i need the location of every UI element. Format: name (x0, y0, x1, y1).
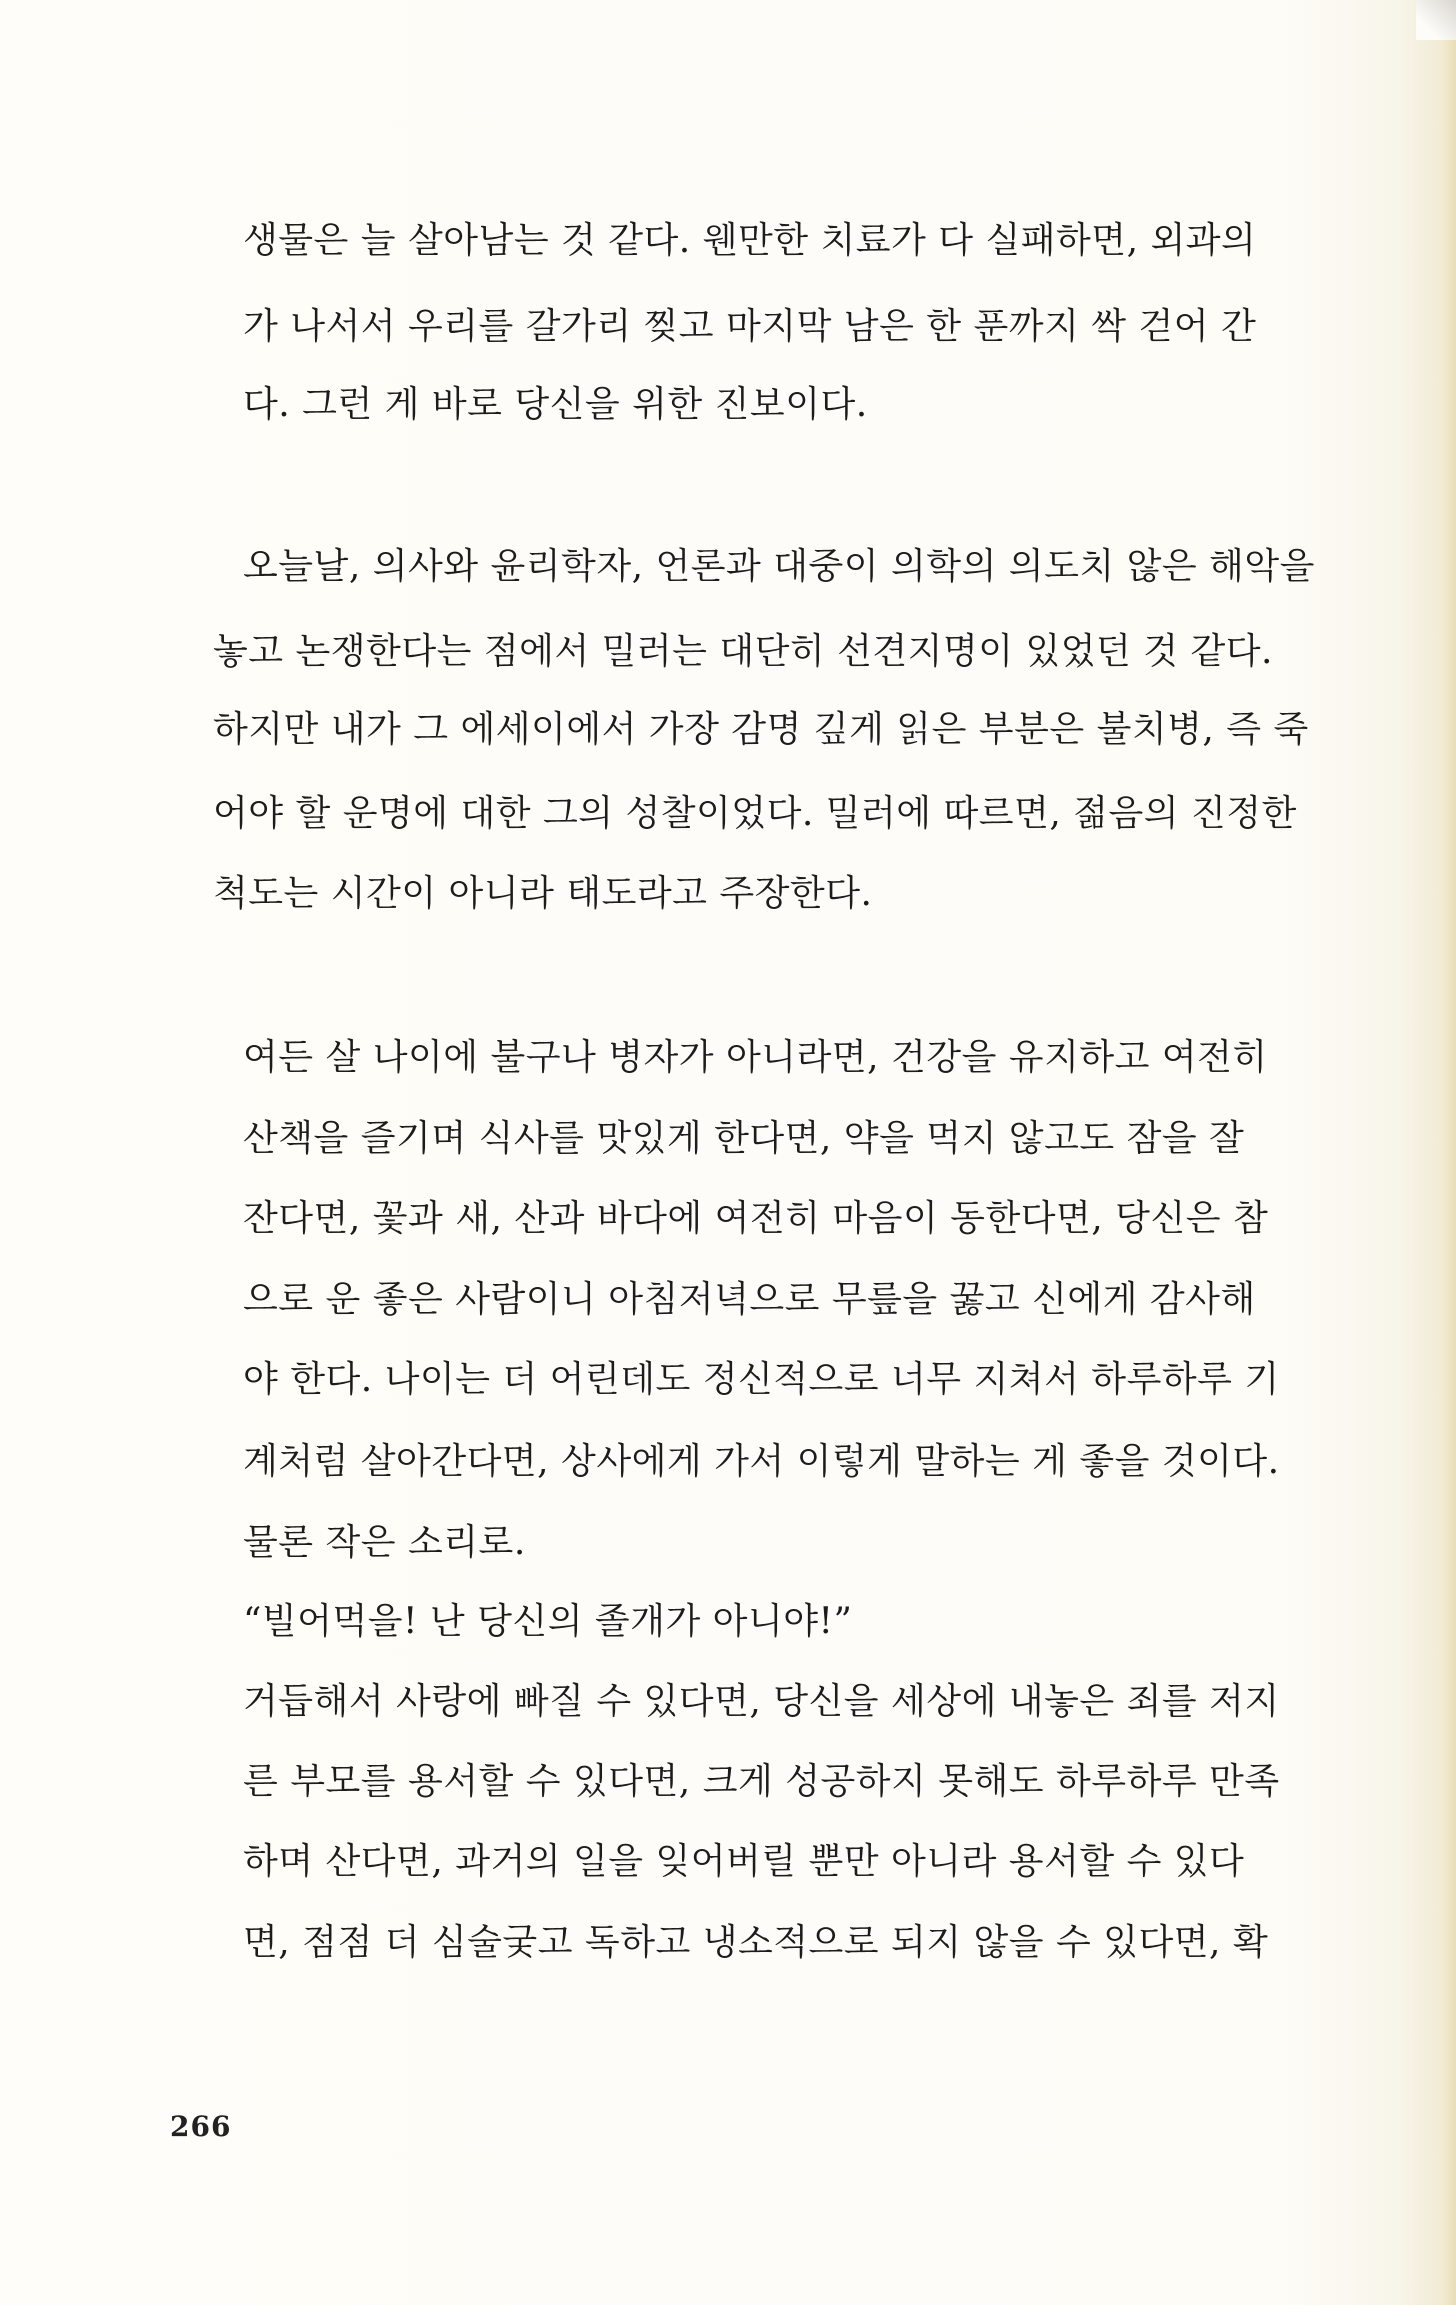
text-line: 가 나서서 우리를 갈가리 찢고 마지막 남은 한 푼까지 싹 걷어 간 (243, 306, 1257, 347)
text-line: 어야 할 운명에 대한 그의 성찰이었다. 밀러에 따르면, 젊음의 진정한 (213, 793, 1297, 834)
text-line: 계처럼 살아간다면, 상사에게 가서 이렇게 말하는 게 좋을 것이다. (243, 1441, 1280, 1482)
text-line: 하며 산다면, 과거의 일을 잊어버릴 뿐만 아니라 용서할 수 있다 (243, 1841, 1245, 1882)
page-number: 266 (170, 2110, 232, 2143)
text-line: 놓고 논쟁한다는 점에서 밀러는 대단히 선견지명이 있었던 것 같다. (213, 631, 1273, 672)
text-line: 산책을 즐기며 식사를 맛있게 한다면, 약을 먹지 않고도 잠을 잘 (243, 1118, 1245, 1159)
text-line: 척도는 시간이 아니라 태도라고 주장한다. (213, 873, 873, 914)
text-line: 하지만 내가 그 에세이에서 가장 감명 깊게 읽은 부분은 불치병, 즉 죽 (213, 709, 1309, 750)
text-line: 생물은 늘 살아남는 것 같다. 웬만한 치료가 다 실패하면, 외과의 (243, 220, 1257, 261)
text-line: 잔다면, 꽃과 새, 산과 바다에 여전히 마음이 동한다면, 당신은 참 (243, 1198, 1269, 1239)
text-line: 물론 작은 소리로. (243, 1522, 526, 1563)
text-line: 으로 운 좋은 사람이니 아침저녁으로 무릎을 꿇고 신에게 감사해 (243, 1279, 1256, 1320)
text-line: 른 부모를 용서할 수 있다면, 크게 성공하지 못해도 하루하루 만족 (243, 1761, 1280, 1802)
text-line: 거듭해서 사랑에 빠질 수 있다면, 당신을 세상에 내놓은 죄를 저지 (243, 1681, 1280, 1722)
text-line: 여든 살 나이에 불구나 병자가 아니라면, 건강을 유지하고 여전히 (243, 1037, 1268, 1078)
text-line: 야 한다. 나이는 더 어린데도 정신적으로 너무 지쳐서 하루하루 기 (243, 1359, 1280, 1400)
text-line: 오늘날, 의사와 윤리학자, 언론과 대중이 의학의 의도치 않은 해악을 (243, 546, 1315, 587)
text-line: “빌어먹을! 난 당신의 졸개가 아니야!” (243, 1601, 853, 1642)
text-line: 다. 그런 게 바로 당신을 위한 진보이다. (243, 384, 868, 425)
text-line: 면, 점점 더 심술궂고 독하고 냉소적으로 되지 않을 수 있다면, 확 (243, 1922, 1269, 1963)
